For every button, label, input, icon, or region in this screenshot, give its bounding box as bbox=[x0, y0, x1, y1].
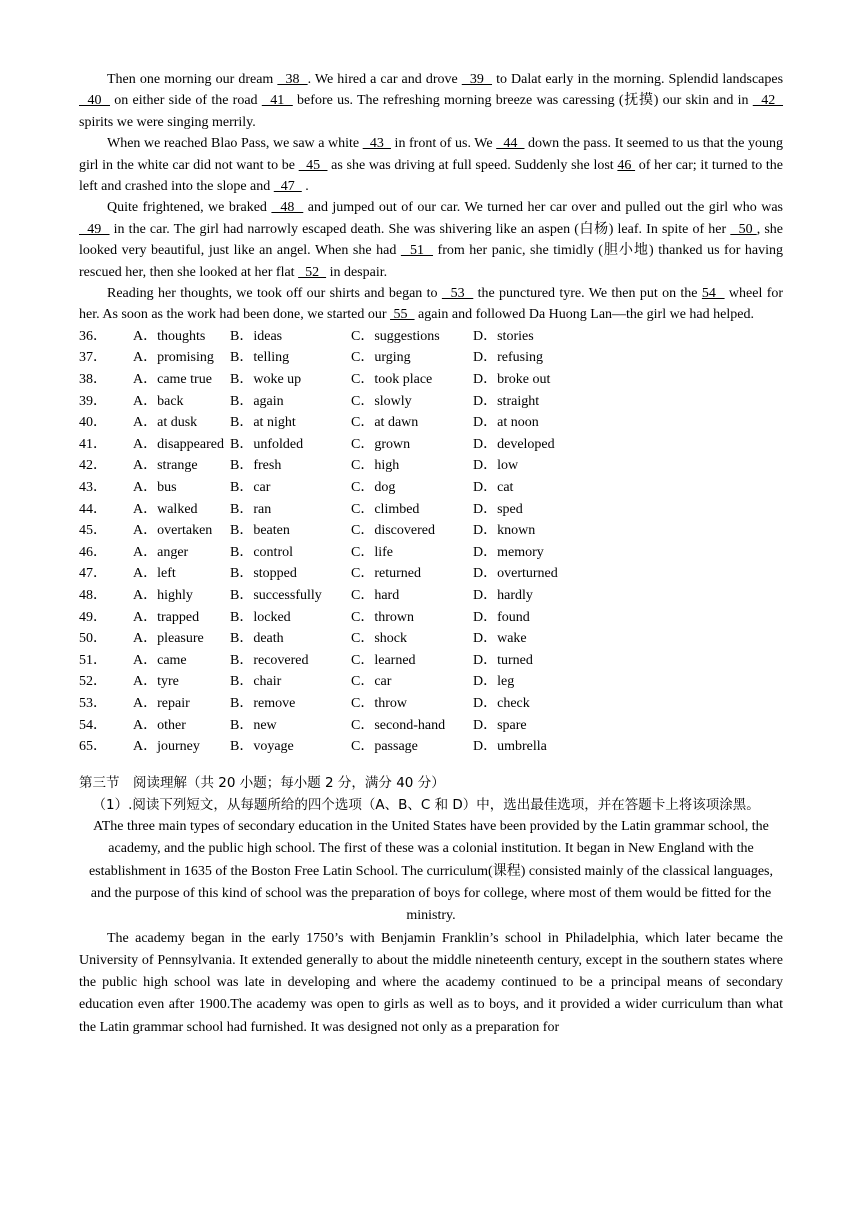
question-number: 43． bbox=[79, 480, 107, 496]
cloze-paragraph-4: Reading her thoughts, we took off our shirts and began to 53 the punctured tyre. We then put on the 54 wheel for her. As soon as the work had been done, we started our 55 again and followed Da Huong Lan—the girl we had helped. bbox=[79, 286, 784, 323]
option-row bbox=[79, 585, 783, 607]
option-row bbox=[79, 412, 783, 434]
blank-55: 55 bbox=[390, 307, 415, 323]
question-number: 51． bbox=[79, 652, 107, 668]
option-a: A．overtaken bbox=[133, 523, 213, 539]
option-a: A．disappeared bbox=[133, 436, 224, 452]
option-b: B．telling bbox=[230, 350, 290, 366]
option-b: B．car bbox=[230, 480, 271, 496]
option-c: C．dog bbox=[351, 480, 396, 496]
option-row bbox=[79, 628, 783, 650]
option-a: A．anger bbox=[133, 544, 189, 560]
option-d: D．check bbox=[473, 695, 530, 711]
question-number: 65． bbox=[79, 739, 107, 755]
option-row bbox=[79, 434, 783, 456]
question-number: 47． bbox=[79, 566, 107, 582]
question-number: 45． bbox=[79, 523, 107, 539]
blank-39: 39 bbox=[461, 72, 493, 87]
option-a: A．trapped bbox=[133, 609, 200, 625]
option-a: A．came bbox=[133, 652, 187, 668]
option-a: A．at dusk bbox=[133, 415, 198, 431]
option-d: D．broke out bbox=[473, 372, 551, 388]
question-number: 48． bbox=[79, 588, 107, 603]
blank-50: 50 bbox=[730, 221, 757, 237]
option-c: C．climbed bbox=[351, 501, 420, 517]
option-d: D．turned bbox=[473, 652, 533, 668]
question-number: 52． bbox=[79, 674, 107, 690]
option-b: B．remove bbox=[230, 695, 296, 711]
option-row bbox=[79, 520, 783, 542]
option-a: A．bus bbox=[133, 480, 177, 496]
blank-45: 45 bbox=[298, 157, 328, 173]
question-number: 44． bbox=[79, 501, 107, 517]
option-c: C．high bbox=[351, 458, 400, 474]
option-row bbox=[79, 607, 783, 629]
option-c: C．learned bbox=[351, 652, 416, 668]
option-c: C．urging bbox=[351, 350, 411, 366]
option-c: C．passage bbox=[351, 739, 418, 755]
question-number: 36． bbox=[79, 328, 107, 344]
blank-54: 54 bbox=[701, 286, 725, 302]
option-b: B．woke up bbox=[230, 372, 302, 388]
blank-38: 38 bbox=[277, 72, 308, 87]
option-d: D．leg bbox=[473, 674, 515, 690]
option-row bbox=[79, 326, 783, 348]
question-number: 41． bbox=[79, 436, 107, 452]
options-list bbox=[79, 326, 783, 758]
blank-49: 49 bbox=[79, 221, 110, 237]
option-b: B．beaten bbox=[230, 523, 290, 539]
option-c: C．hard bbox=[351, 588, 400, 603]
option-b: B．stopped bbox=[230, 566, 297, 582]
option-row bbox=[79, 477, 783, 499]
question-number: 42． bbox=[79, 458, 107, 474]
question-number: 39． bbox=[79, 393, 107, 409]
passage-a-paragraph-2: The academy began in the early 1750’s with Benjamin Franklin’s school in Philadelphia, which later became the University of Pennsylvania. It extended generally to about the middle nineteenth century, except in the southern states where the public high school was late in developing and where the academy continued to be a principal means of secondary education even after 1900.The academy was open to girls as well as to boys, and it provided a wider curriculum than what the Latin grammar school had furnished. It was designed not only as a preparation for bbox=[79, 930, 783, 1035]
option-d: D．found bbox=[473, 609, 530, 625]
option-d: D．at noon bbox=[473, 415, 539, 431]
option-b: B．control bbox=[230, 544, 293, 560]
option-row bbox=[79, 455, 783, 477]
question-number: 38． bbox=[79, 372, 107, 388]
option-c: C．second-hand bbox=[351, 717, 446, 733]
option-c: C．throw bbox=[351, 695, 407, 711]
option-a: A．left bbox=[133, 566, 176, 582]
option-d: D．wake bbox=[473, 631, 527, 647]
option-row bbox=[79, 369, 783, 391]
option-a: A．tyre bbox=[133, 674, 179, 690]
option-b: B．ideas bbox=[230, 328, 283, 344]
option-d: D．developed bbox=[473, 436, 555, 452]
option-d: D．overturned bbox=[473, 566, 558, 582]
cloze-paragraph-2: When we reached Blao Pass, we saw a white 43 in front of us. We 44 down the pass. It seemed to us that the young girl in the white car did not want to be 45 as she was driving at full speed. Suddenly she lost 46 of her car; it turned to the left and crashed into the slope and 47 . bbox=[79, 136, 784, 195]
option-row bbox=[79, 563, 783, 585]
question-number: 54． bbox=[79, 717, 107, 733]
section-title: 第三节 阅读理解（共 20 小题；每小题 2 分，满分 40 分） bbox=[79, 774, 445, 791]
option-row bbox=[79, 650, 783, 672]
option-row bbox=[79, 542, 783, 564]
question-number: 50． bbox=[79, 631, 107, 647]
option-d: D．cat bbox=[473, 480, 514, 496]
option-a: A．other bbox=[133, 717, 186, 733]
blank-41: 41 bbox=[261, 93, 293, 109]
option-d: D．known bbox=[473, 523, 536, 539]
option-c: C．at dawn bbox=[351, 415, 419, 431]
option-b: B．again bbox=[230, 393, 284, 409]
option-b: B．at night bbox=[230, 415, 296, 431]
option-c: C．slowly bbox=[351, 393, 412, 409]
option-b: B．recovered bbox=[230, 652, 309, 668]
option-c: C．took place bbox=[351, 372, 433, 388]
option-a: A．walked bbox=[133, 501, 198, 517]
option-a: A．thoughts bbox=[133, 328, 206, 344]
option-b: B．unfolded bbox=[230, 436, 304, 452]
option-a: A．promising bbox=[133, 350, 214, 366]
option-b: B．chair bbox=[230, 674, 282, 690]
option-c: C．shock bbox=[351, 631, 407, 647]
blank-48: 48 bbox=[271, 200, 304, 216]
option-row bbox=[79, 347, 783, 369]
option-d: D．umbrella bbox=[473, 739, 547, 755]
blank-44: 44 bbox=[496, 136, 525, 152]
option-b: B．ran bbox=[230, 501, 272, 517]
option-a: A．journey bbox=[133, 739, 200, 755]
blank-42: 42 bbox=[752, 93, 784, 109]
option-b: B．locked bbox=[230, 609, 291, 625]
option-c: C．returned bbox=[351, 566, 421, 582]
passage-a-paragraph-1: AThe three main types of secondary education in the United States have been provided by the Latin grammar school, the academy, and the public high school. The first of these was a colonial institution. It began in New England with the establishment in 1635 of the Boston Free Latin School. The curriculum(课程) consisted mainly of the classical languages, and the purpose of this kind of school was the preparation of boys for college, where most of them would be fitted for the ministry. bbox=[88, 818, 774, 924]
blank-53: 53 bbox=[441, 286, 474, 302]
option-d: D．straight bbox=[473, 393, 540, 409]
option-c: C．life bbox=[351, 544, 393, 560]
option-d: D．memory bbox=[473, 544, 544, 560]
option-row bbox=[79, 715, 783, 737]
option-a: A．repair bbox=[133, 695, 190, 711]
blank-40: 40 bbox=[79, 93, 110, 109]
cloze-paragraph-1: Then one morning our dream 38 . We hired a car and drove 39 to Dalat early in the morning. Splendid landscapes 40 on either side of the road 41 before us. The refreshing morning breeze was caressing (抚摸) our skin and in 42 spirits we were singing merrily. bbox=[79, 72, 784, 130]
option-b: B．fresh bbox=[230, 458, 282, 474]
option-c: C．thrown bbox=[351, 609, 414, 625]
blank-43: 43 bbox=[362, 136, 391, 152]
option-c: C．discovered bbox=[351, 523, 435, 539]
option-a: A．came true bbox=[133, 372, 212, 388]
option-c: C．grown bbox=[351, 436, 411, 452]
option-d: D．spare bbox=[473, 717, 527, 733]
blank-46: 46 bbox=[617, 157, 636, 173]
option-a: A．strange bbox=[133, 458, 198, 474]
option-row bbox=[79, 693, 783, 715]
section-instruction: （1）.阅读下列短文，从每题所给的四个选项（A、B、C 和 D）中，选出最佳选项，并在答题卡上将该项涂黑。 bbox=[92, 796, 760, 813]
option-b: B．successfully bbox=[230, 588, 322, 603]
question-number: 40． bbox=[79, 415, 107, 431]
option-a: A．back bbox=[133, 393, 184, 409]
option-a: A．pleasure bbox=[133, 631, 204, 647]
question-number: 46． bbox=[79, 544, 107, 560]
option-c: C．car bbox=[351, 674, 392, 690]
blank-52: 52 bbox=[298, 264, 327, 280]
option-d: D．low bbox=[473, 458, 519, 474]
question-number: 37． bbox=[79, 350, 107, 366]
question-number: 49． bbox=[79, 609, 107, 625]
option-d: D．refusing bbox=[473, 350, 543, 366]
option-d: D．stories bbox=[473, 328, 534, 344]
option-d: D．sped bbox=[473, 501, 523, 517]
option-row bbox=[79, 736, 783, 758]
option-row bbox=[79, 391, 783, 413]
option-row bbox=[79, 671, 783, 693]
option-b: B．death bbox=[230, 631, 284, 647]
option-b: B．new bbox=[230, 717, 277, 733]
option-a: A．highly bbox=[133, 588, 193, 603]
option-c: C．suggestions bbox=[351, 328, 440, 344]
option-d: D．hardly bbox=[473, 588, 533, 603]
option-row bbox=[79, 499, 783, 521]
exam-page bbox=[79, 69, 783, 1039]
option-b: B．voyage bbox=[230, 739, 294, 755]
question-number: 53． bbox=[79, 695, 107, 711]
cloze-paragraph-3: Quite frightened, we braked 48 and jumped out of our car. We turned her car over and pulled out the girl who was 49 in the car. The girl had narrowly escaped death. She was shivering like an aspen (白杨) leaf. In spite of her 50 , she looked very beautiful, just like an angel. When she had 51 from her panic, she timidly (胆小地) thanked us for having rescued her, then she looked at her flat 52 in despair. bbox=[79, 200, 784, 280]
blank-47: 47 bbox=[273, 179, 302, 195]
blank-51: 51 bbox=[400, 243, 434, 259]
